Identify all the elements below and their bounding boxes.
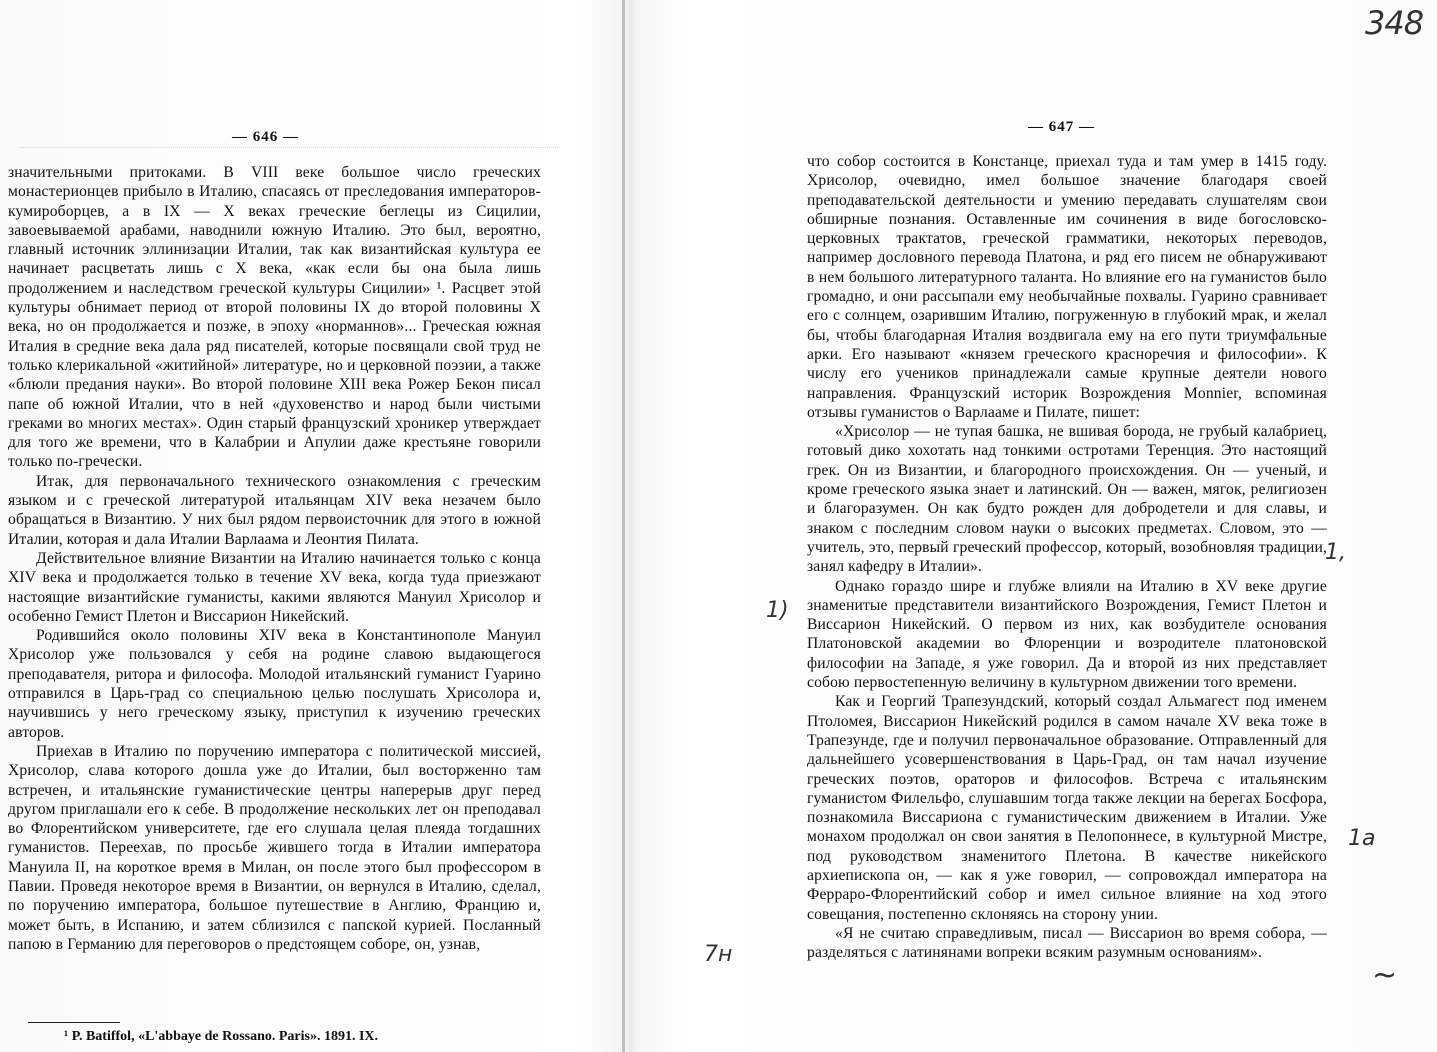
footnote-rule: [28, 1022, 120, 1023]
right-page-text: [807, 152, 1327, 962]
right-page: [626, 0, 1437, 1052]
left-page-text: [8, 163, 541, 954]
paragraph: Приехав в Италию по поручению императора с политической миссией, Хрисолор, слава которого дошла уже до Италии, был восторженно там встречен, и итальянские гуманистические центры наперерыв друг перед другом приглашали его к себе. В продолжение нескольких лет он преподавал во Флорентийском университете, где его слушала целая плеяда тогдашних гуманистов. Переехав, по просьбе жившего тогда в Италии императора Мануила II, на короткое время в Милан, он после этого был профессором в Павии. Проведя некоторое время в Византии, он вернулся в Италию, сделал, по поручению императора, большое путешествие в Англию, Францию и, может быть, в Испанию, и затем сблизился с папской курией. Посланный папою в Германию для переговоров о предстоящем соборе, он, узнав,: [8, 742, 541, 953]
paragraph: Родившийся около половины XIV века в Константинополе Мануил Хрисолор уже пользовался у себя на родине славою выдающегося преподавателя, ритора и философа. Молодой итальянский гуманист Гуарино отправился в Царь-град со специальною целью послушать Хрисолора и, научившись у него греческому языку, приступил к изучению греческих авторов.: [8, 627, 541, 741]
paragraph: значительными притоками. В VIII веке большое число греческих монастерионцев прибыло в Италию, спасаясь от преследования императоров-кумироборцев, а в IX — X веках греческие беглецы из Сицилии, завоевываемой арабами, наводнили южную Италию. Это был, вероятно, главный источник эллинизации Италии, так как византийская культура ее начинает расцветать лишь с X века, «как если бы она была лишь продолжением и наследством греческой культуры Сицилии» ¹. Расцвет этой культуры обнимает период от второй половины IX до второй половины X века, но он продолжается и позже, в эпоху «норманнов»... Греческая южная Италия в средние века дала ряд писателей, которые посвящали свой труд не только клерикальной «житийной» литературе, но и церковной поэзии, а также «блюли предания науки». Во второй половине XIII века Рожер Бекон писал папе об южной Италии, что в ней «духовенство и народ были чистыми греками во многих местах». Один старый французский хроникер утверждает для того же времени, что в Калабрии и Апулии даже крестьяне говорили только по-гречески.: [8, 164, 541, 471]
paragraph: Итак, для первоначального технического ознакомления с греческим языком и с греческой литературой итальянцам XIV века незачем было обращаться в Византию. У них был рядом первоисточник для этого в южной Италии, которая и дала Италии Варлаама и Леонтия Пилата.: [8, 472, 541, 548]
handwritten-margin-note: 1а: [1348, 826, 1376, 851]
footnote: ¹ P. Batiffol, «L'abbaye de Rossano. Paris». 1891. IX.: [64, 1029, 379, 1044]
handwritten-wave-mark: ~: [1372, 958, 1398, 993]
paragraph: что собор состоится в Констанце, приехал туда и там умер в 1415 году. Хрисолор, очевидно, имел большое значение благодаря своей преподавательской деятельности и умению передавать слушателям свои обширные познания. Оставленные им сочинения в виде богословско-церковных трактатов, греческой грамматики, некоторых переводов, например дословного перевода Платона, и ряд его писем не обнаруживают в нем большого литературного таланта. Но влияние его на гуманистов было громадно, и они рассыпали ему необычайные похвалы. Гуарино сравнивает его с солнцем, озарившим Италию, погруженную в глубокий мрак, и желал бы, чтобы благодарная Италия воздвигала ему на его пути триумфальные арки. Его называют «князем греческого красноречия и философии». К числу его учеников принадлежали самые крупные деятели нового направления. Французский историк Возрождения Monnier, вспоминая отзывы гуманистов о Варлааме и Пилате, пишет:: [807, 153, 1327, 421]
handwritten-page-mark: 348: [1365, 4, 1424, 42]
paragraph: Как и Георгий Трапезундский, который создал Альмагест под именем Птоломея, Виссарион Никейский родился в самом начале XV века тоже в Трапезунде, где и получил первоначальное образование. Отправленный для дальнейшего усовершенствования в Царь-Град, он там начал изучение греческих поэтов, ораторов и философов. Встреча с итальянским гуманистом Филельфо, слушавшим тогда также лекции на берегах Босфора, познакомила Виссариона с гуманистическим движением в Италии. Уже монахом продолжал он свои занятия в Пелопоннесе, в культурной Мистре, под руководством знаменитого Плетона. В качестве никейского архиепископа он, — как я уже говорил, — сопровождал императора на Ферраро-Флорентийский собор и имел сильное влияние на ход этого совещания, постепенно склоняясь на сторону унии.: [807, 693, 1327, 923]
handwritten-margin-note: 7н: [704, 942, 733, 967]
paragraph: Действительное влияние Византии на Италию начинается только с конца XIV века и продолжается только в течение XV века, когда туда приезжают настоящие византийские гуманисты, какими являются Мануил Хрисолор и особенно Гемист Плетон и Виссарион Никейский.: [8, 549, 541, 625]
quote-paragraph: «Хрисолор — не тупая башка, не вшивая борода, не грубый калабриец, готовый дико хохотать над тонкими остротами Теренция. Это настоящий грек. Он из Византии, и благородного происхождения. Он — ученый, и кроме греческого языка знает и латинский. Он — важен, мягок, религиозен и благоразумен. Он как будто рожден для добродетели и для славы, и знаком с последним словом науки о высоких предметах. Словом, это — учитель, это, первый греческий профессор, который, возобновляя традиции, занял кафедру в Италии».: [807, 423, 1327, 576]
book-gutter: [622, 0, 625, 1052]
page-number-right: — 647 —: [1028, 119, 1095, 135]
paragraph: Однако гораздо шире и глубже влияли на Италию в XV веке другие знаменитые представители византийского Возрождения, Гемист Плетон и Виссарион Никейский. О первом из них, как возбудителе основания Платоновской академии во Флоренции и возродителе платоновской философии на Западе, я уже говорил. Да и второй из них представляет собою первостепенную величину в культурном движении того времени.: [807, 577, 1327, 692]
bleed-through-line: [20, 147, 560, 162]
handwritten-tick: 1,: [1325, 540, 1346, 565]
handwritten-tick: 1): [766, 598, 789, 623]
page-number-left: — 646 —: [232, 129, 299, 145]
quote-paragraph: «Я не считаю справедливым, писал — Виссарион во время собора, — разделяться с латинянами вопреки всяким разумным основаниям».: [807, 924, 1327, 962]
left-page: [0, 0, 622, 1052]
